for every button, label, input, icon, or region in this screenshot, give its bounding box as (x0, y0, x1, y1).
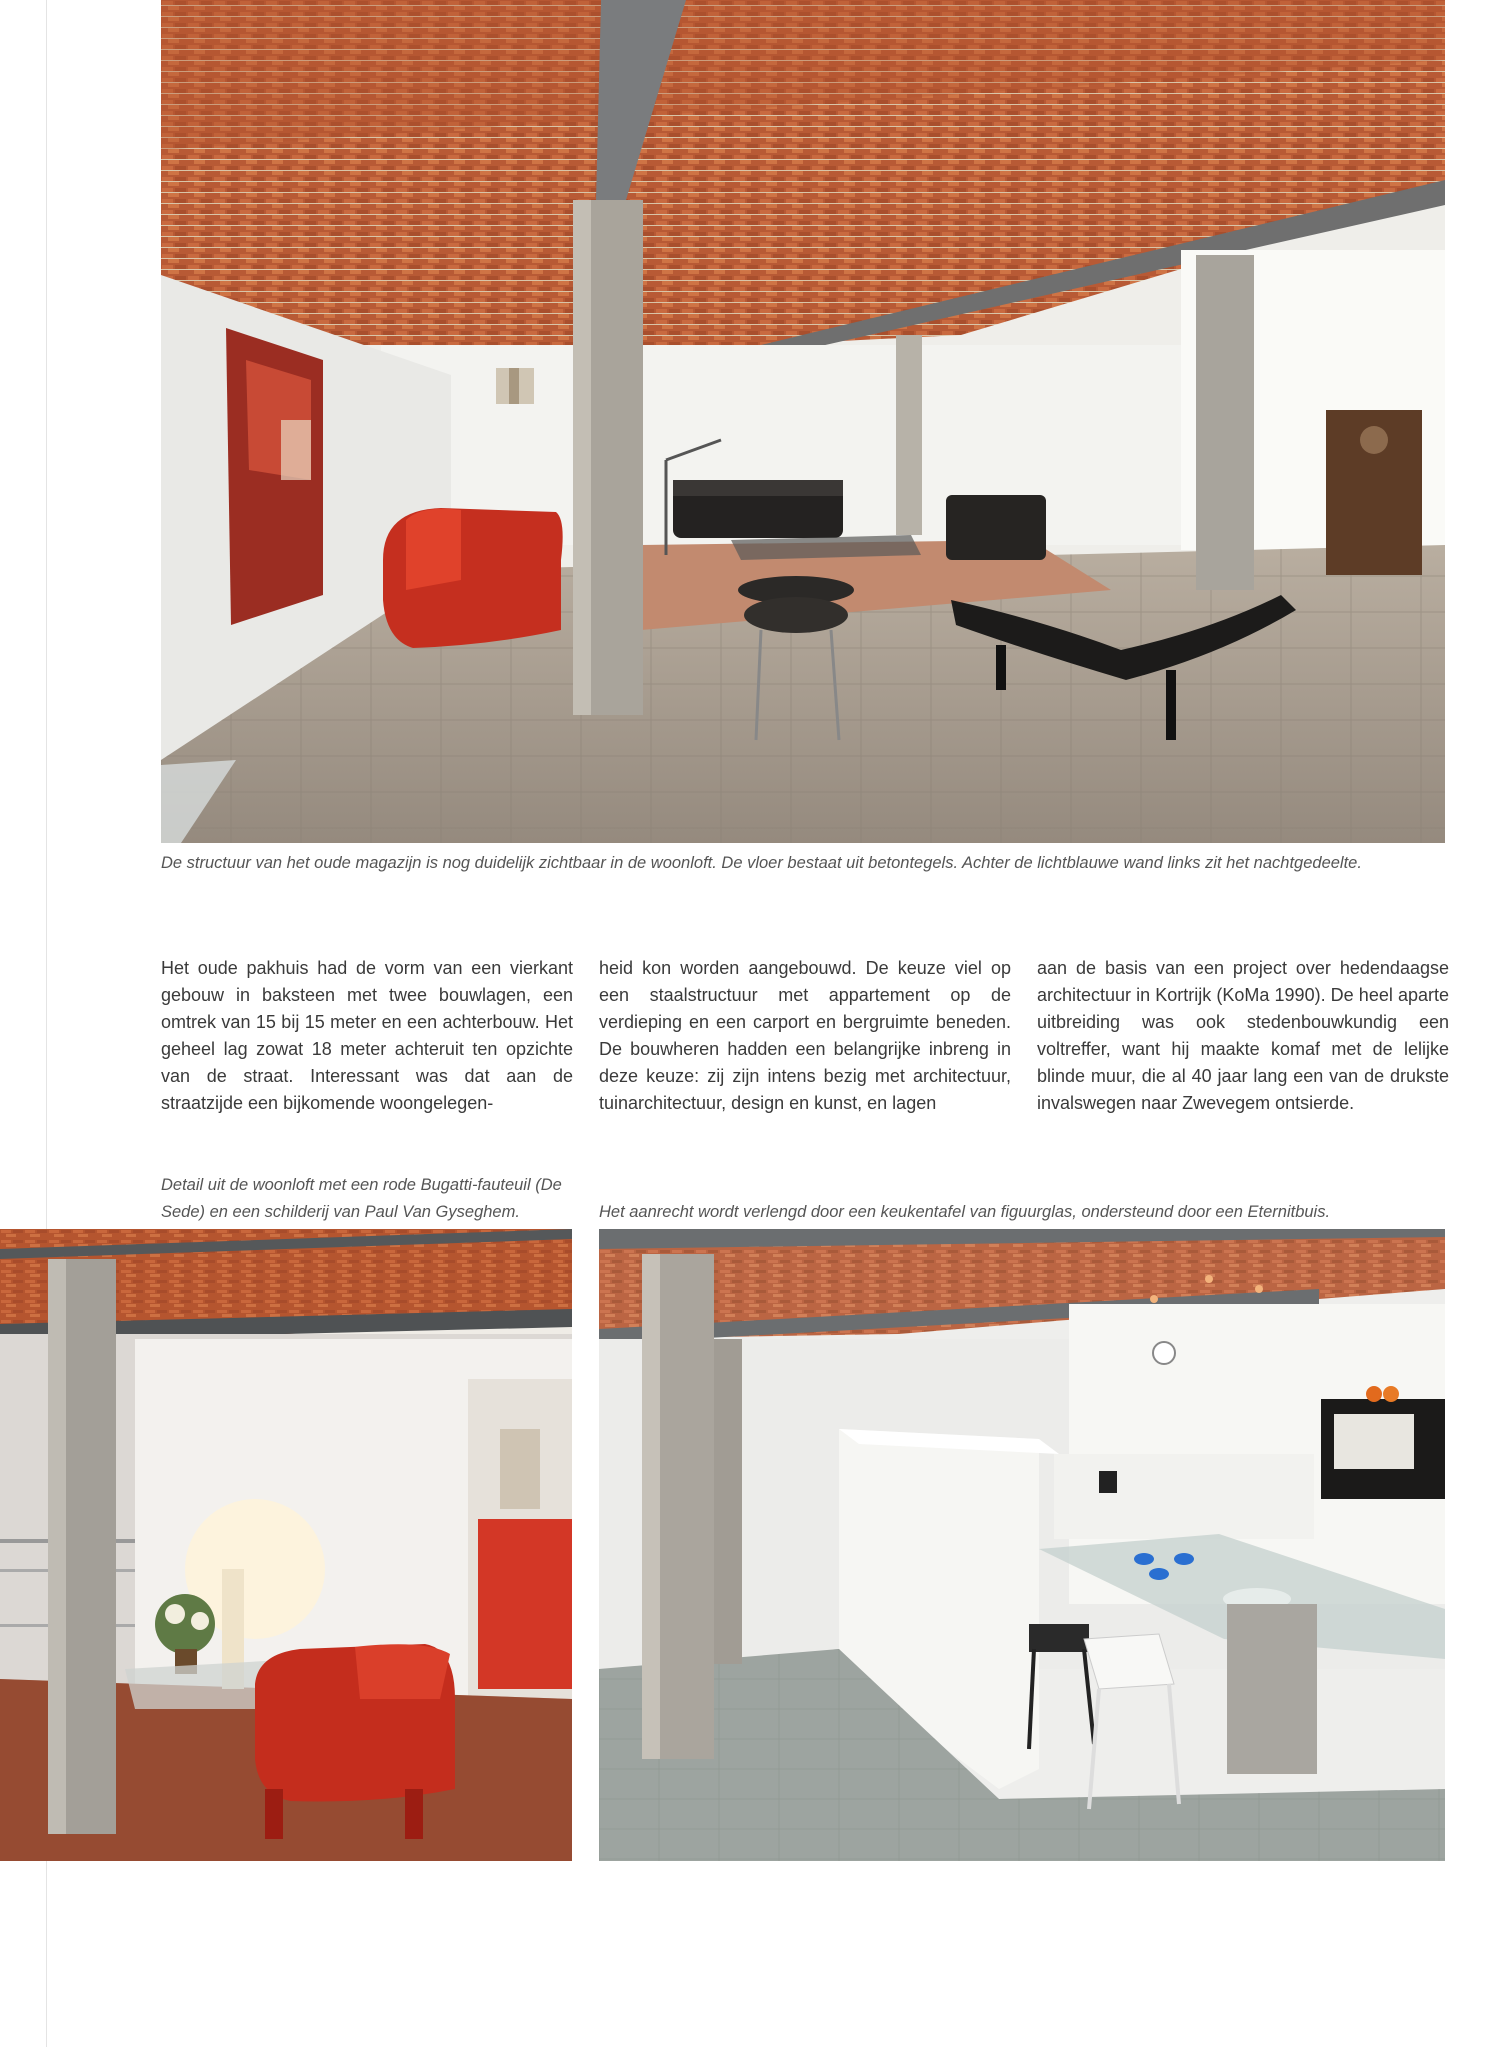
photo-living-loft (161, 0, 1445, 843)
photo-detail-red-armchair (0, 1229, 572, 1861)
body-text-column-1: Het oude pakhuis had de vorm van een vierkant gebouw in baksteen met twee bouwlagen, een omtrek van 15 bij 15 meter en een achterbouw. Het geheel lag zowat 18 meter achteruit ten opzichte van de straat. Interessant was dat aan de straatzijde een bijkomende woongelegen- (161, 958, 573, 1113)
caption-kitchen: Het aanrecht wordt verlengd door een keukentafel van figuurglas, ondersteund door een Eternitbuis. (599, 1203, 1331, 1221)
body-text-column-3: aan de basis van een project over hedendaagse architectuur in Kortrijk (KoMa 1990). De heel aparte uitbreiding was ook stedenbouwkundig een voltreffer, want hij maakte komaf met de lelijke blinde muur, die al 40 jaar lang een van de drukste invalswegen naar Zwevegem ontsierde. (1037, 958, 1449, 1113)
photo-kitchen-glass-table (599, 1229, 1445, 1861)
caption-main: De structuur van het oude magazijn is nog duidelijk zichtbaar in de woonloft. De vloer bestaat uit betontegels. Achter de lichtblauwe wand links zit het nachtgedeelte. (161, 854, 1362, 872)
body-text-column-2: heid kon worden aangebouwd. De keuze viel op een staalstructuur met appartement op de verdieping en een carport en bergruimte beneden. De bouwheren hadden een belangrijke inbreng in deze keuze: zij zijn intens bezig met architectuur, tuinarchitectuur, design en kunst, en lagen (599, 958, 1011, 1113)
caption-detail: Detail uit de woonloft met een rode Bugatti-fauteuil (De Sede) en een schilderij van Paul Van Gyseghem. (161, 1176, 562, 1221)
